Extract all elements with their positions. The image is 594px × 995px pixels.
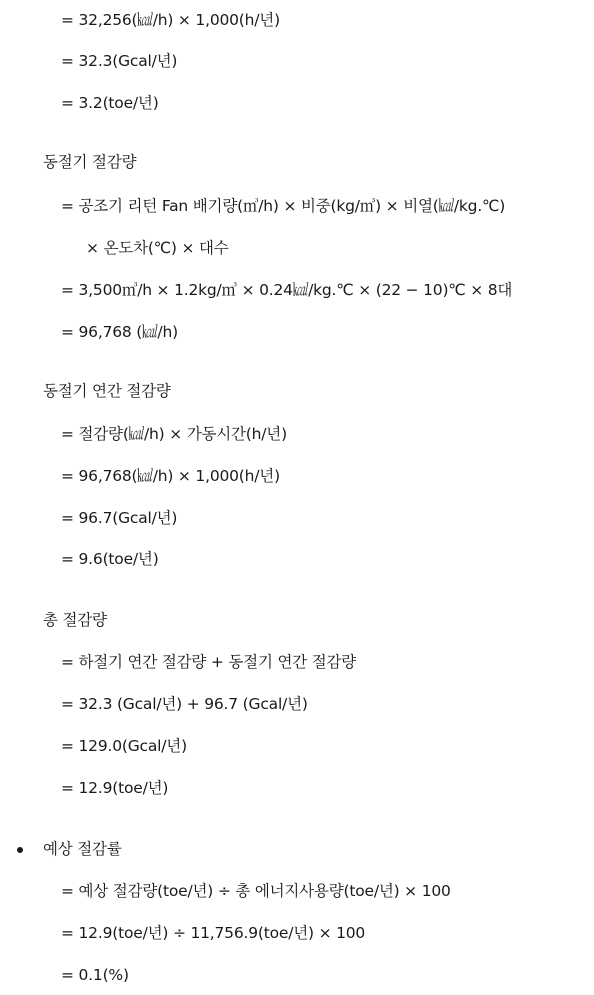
formula-line: × 온도차(℃) × 대수 (86, 239, 229, 257)
formula-line: = 하절기 연간 절감량 + 동절기 연간 절감량 (61, 653, 357, 671)
section-heading-winter-annual: 동절기 연간 절감량 (43, 382, 171, 400)
formula-line: = 96.7(Gcal/년) (61, 509, 178, 527)
formula-line: = 12.9(toe/년) ÷ 11,756.9(toe/년) × 100 (61, 924, 366, 942)
bullet-icon (17, 847, 23, 853)
section-heading-total-saving: 총 절감량 (43, 611, 107, 629)
formula-line: = 32.3 (Gcal/년) + 96.7 (Gcal/년) (61, 695, 308, 713)
formula-line: = 예상 절감량(toe/년) ÷ 총 에너지사용량(toe/년) × 100 (61, 882, 451, 900)
formula-line: = 96,768 (㎉/h) (61, 323, 178, 341)
formula-line: = 공조기 리턴 Fan 배기량(㎥/h) × 비중(kg/㎥) × 비열(㎉/kg.℃) (61, 197, 506, 215)
formula-line: = 32.3(Gcal/년) (61, 52, 178, 70)
formula-line: = 12.9(toe/년) (61, 779, 169, 797)
formula-line: = 절감량(㎉/h) × 가동시간(h/년) (61, 425, 287, 443)
formula-line: = 9.6(toe/년) (61, 550, 159, 568)
section-heading-expected-rate: 예상 절감률 (43, 840, 122, 858)
formula-line: = 96,768(㎉/h) × 1,000(h/년) (61, 467, 280, 485)
section-heading-winter-saving: 동절기 절감량 (43, 153, 137, 171)
formula-line: = 3.2(toe/년) (61, 94, 159, 112)
formula-line: = 0.1(%) (61, 966, 129, 984)
formula-line: = 32,256(㎉/h) × 1,000(h/년) (61, 11, 280, 29)
formula-line: = 3,500㎥/h × 1.2kg/㎥ × 0.24㎉/kg.℃ × (22 − 10)℃ × 8대 (61, 281, 513, 299)
formula-line: = 129.0(Gcal/년) (61, 737, 187, 755)
